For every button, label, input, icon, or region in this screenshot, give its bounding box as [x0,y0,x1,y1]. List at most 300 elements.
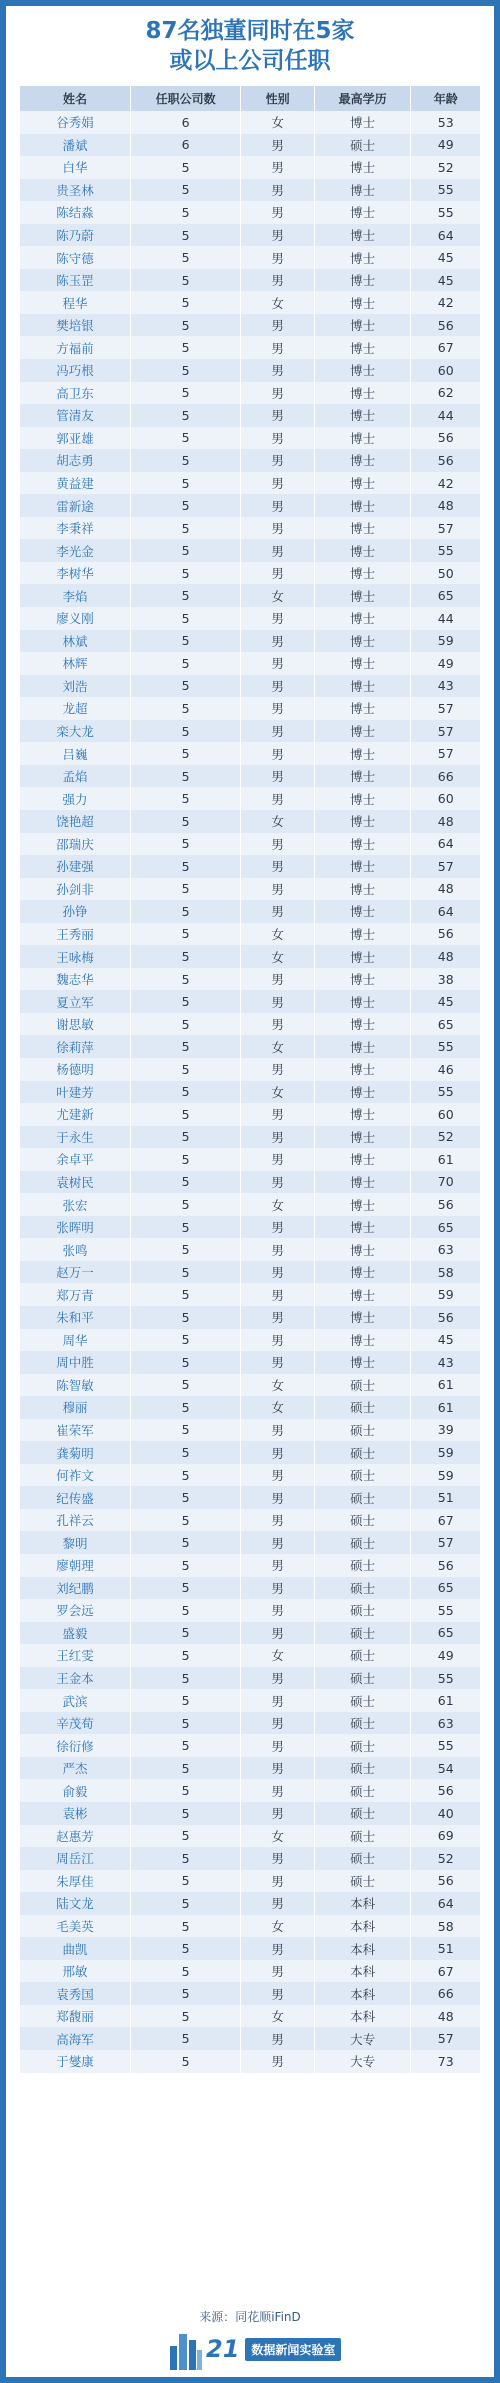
table-row [20,291,480,314]
table-row [20,1419,480,1442]
cell-age: 61 [411,1396,480,1419]
cell-name: 李光金 [20,539,130,562]
cell-name: 郑万青 [20,1283,130,1306]
cell-name: 李秉祥 [20,517,130,540]
cell-age: 57 [411,742,480,765]
table-row [20,1126,480,1149]
cell-education: 本科 [314,1915,411,1938]
table-row [20,224,480,247]
cell-age: 49 [411,1644,480,1667]
cell-name: 袁秀国 [20,1982,130,2005]
cell-education: 硕士 [314,1779,411,1802]
cell-education: 博士 [314,810,411,833]
cell-age: 57 [411,720,480,743]
cell-gender: 男 [241,900,315,923]
cell-name: 朱和平 [20,1306,130,1329]
directors-table [20,86,480,2073]
cell-gender: 女 [241,2005,315,2028]
cell-age: 48 [411,810,480,833]
cell-age: 44 [411,404,480,427]
cell-gender: 男 [241,1779,315,1802]
cell-education: 博士 [314,742,411,765]
cell-company-count: 5 [130,945,240,968]
cell-gender: 男 [241,1486,315,1509]
table-row [20,765,480,788]
cell-name: 俞毅 [20,1779,130,1802]
cell-gender: 女 [241,923,315,946]
logo-number: 21 [206,2335,240,2363]
cell-name: 郭亚雄 [20,427,130,450]
table-row [20,1825,480,1848]
cell-age: 58 [411,1915,480,1938]
cell-education: 博士 [314,990,411,1013]
cell-education: 博士 [314,697,411,720]
table-row [20,1757,480,1780]
cell-name: 崔荣军 [20,1419,130,1442]
cell-gender: 女 [241,1825,315,1848]
table-row [20,1689,480,1712]
table-row [20,1802,480,1825]
cell-company-count: 5 [130,1599,240,1622]
cell-age: 48 [411,494,480,517]
cell-company-count: 5 [130,2050,240,2073]
cell-education: 硕士 [314,1734,411,1757]
cell-education: 博士 [314,404,411,427]
cell-company-count: 5 [130,1329,240,1352]
table-row [20,1779,480,1802]
cell-gender: 男 [241,1667,315,1690]
cell-company-count: 5 [130,1261,240,1284]
cell-education: 博士 [314,449,411,472]
cell-company-count: 5 [130,291,240,314]
table-row [20,1915,480,1938]
cell-name: 陈守德 [20,246,130,269]
cell-age: 69 [411,1825,480,1848]
cell-name: 林斌 [20,630,130,653]
cell-age: 59 [411,630,480,653]
cell-gender: 男 [241,675,315,698]
table-row [20,1216,480,1239]
cell-gender: 男 [241,1351,315,1374]
cell-name: 刘纪鹏 [20,1577,130,1600]
cell-name: 袁树民 [20,1171,130,1194]
table-row [20,404,480,427]
cell-education: 硕士 [314,1554,411,1577]
cell-education: 博士 [314,314,411,337]
cell-gender: 男 [241,1329,315,1352]
cell-age: 52 [411,156,480,179]
cell-education: 硕士 [314,1509,411,1532]
cell-name: 雷新途 [20,494,130,517]
cell-age: 49 [411,134,480,157]
cell-age: 63 [411,1238,480,1261]
cell-name: 毛美英 [20,1915,130,1938]
cell-company-count: 5 [130,1035,240,1058]
cell-education: 博士 [314,1306,411,1329]
cell-education: 博士 [314,111,411,134]
table-row [20,1306,480,1329]
cell-age: 60 [411,787,480,810]
cell-education: 硕士 [314,1577,411,1600]
table-row [20,1892,480,1915]
cell-company-count: 5 [130,1779,240,1802]
cell-company-count: 5 [130,1554,240,1577]
cell-age: 57 [411,2027,480,2050]
cell-company-count: 5 [130,1644,240,1667]
cell-education: 硕士 [314,1464,411,1487]
city-skyline-icon [166,2326,204,2372]
cell-name: 龚菊明 [20,1441,130,1464]
cell-name: 黄益建 [20,472,130,495]
table-row [20,562,480,585]
cell-education: 博士 [314,539,411,562]
cell-name: 袁彬 [20,1802,130,1825]
cell-name: 强力 [20,787,130,810]
cell-education: 硕士 [314,1419,411,1442]
cell-company-count: 5 [130,1351,240,1374]
cell-age: 55 [411,1734,480,1757]
cell-company-count: 5 [130,742,240,765]
cell-education: 博士 [314,878,411,901]
cell-age: 66 [411,1982,480,2005]
table-row [20,494,480,517]
cell-gender: 男 [241,990,315,1013]
cell-gender: 男 [241,1464,315,1487]
cell-age: 56 [411,1554,480,1577]
table-row [20,1577,480,1600]
cell-company-count: 5 [130,427,240,450]
cell-name: 孙剑非 [20,878,130,901]
table-row [20,855,480,878]
cell-name: 赵万一 [20,1261,130,1284]
cell-gender: 男 [241,1441,315,1464]
cell-name: 尤建新 [20,1103,130,1126]
table-row [20,1193,480,1216]
cell-company-count: 5 [130,1464,240,1487]
column-header-education: 最高学历 [314,86,411,111]
cell-name: 孙建强 [20,855,130,878]
cell-age: 51 [411,1937,480,1960]
table-row [20,607,480,630]
cell-education: 博士 [314,1035,411,1058]
cell-name: 王咏梅 [20,945,130,968]
cell-name: 徐莉萍 [20,1035,130,1058]
cell-age: 55 [411,179,480,202]
cell-age: 40 [411,1802,480,1825]
cell-company-count: 5 [130,517,240,540]
cell-age: 65 [411,1577,480,1600]
cell-company-count: 5 [130,990,240,1013]
cell-age: 70 [411,1171,480,1194]
cell-education: 博士 [314,833,411,856]
cell-company-count: 5 [130,382,240,405]
cell-education: 博士 [314,269,411,292]
cell-age: 65 [411,584,480,607]
cell-name: 徐衍修 [20,1734,130,1757]
cell-education: 硕士 [314,1374,411,1397]
cell-company-count: 5 [130,539,240,562]
cell-age: 59 [411,1464,480,1487]
cell-gender: 女 [241,810,315,833]
cell-gender: 男 [241,652,315,675]
cell-company-count: 5 [130,855,240,878]
cell-company-count: 5 [130,449,240,472]
table-row [20,2027,480,2050]
cell-education: 博士 [314,201,411,224]
cell-age: 56 [411,314,480,337]
cell-gender: 女 [241,1081,315,1104]
cell-gender: 男 [241,742,315,765]
table-row [20,1171,480,1194]
cell-age: 73 [411,2050,480,2073]
cell-education: 硕士 [314,1486,411,1509]
cell-education: 博士 [314,1216,411,1239]
cell-name: 罗会远 [20,1599,130,1622]
cell-name: 王秀丽 [20,923,130,946]
table-row [20,1734,480,1757]
table-row [20,314,480,337]
table-row [20,269,480,292]
cell-name: 郑馥丽 [20,2005,130,2028]
cell-education: 硕士 [314,1712,411,1735]
cell-company-count: 5 [130,1193,240,1216]
cell-company-count: 5 [130,720,240,743]
cell-age: 56 [411,1306,480,1329]
cell-gender: 女 [241,1374,315,1397]
title-block [6,6,494,86]
cell-gender: 男 [241,1554,315,1577]
cell-education: 硕士 [314,1802,411,1825]
table-row [20,2005,480,2028]
cell-education: 博士 [314,427,411,450]
cell-name: 陈玉罡 [20,269,130,292]
cell-company-count: 5 [130,1531,240,1554]
cell-company-count: 5 [130,923,240,946]
cell-company-count: 5 [130,359,240,382]
cell-name: 叶建芳 [20,1081,130,1104]
cell-name: 于永生 [20,1126,130,1149]
cell-education: 博士 [314,652,411,675]
table-row [20,1261,480,1284]
cell-gender: 男 [241,697,315,720]
cell-company-count: 5 [130,1960,240,1983]
table-row [20,449,480,472]
cell-gender: 男 [241,562,315,585]
table-row [20,742,480,765]
cell-gender: 男 [241,1058,315,1081]
cell-gender: 男 [241,156,315,179]
cell-education: 博士 [314,584,411,607]
cell-name: 谷秀娟 [20,111,130,134]
cell-company-count: 6 [130,134,240,157]
cell-company-count: 5 [130,584,240,607]
table-row [20,1486,480,1509]
cell-education: 博士 [314,224,411,247]
cell-education: 博士 [314,1283,411,1306]
table-row [20,810,480,833]
cell-age: 62 [411,382,480,405]
cell-company-count: 5 [130,1058,240,1081]
cell-company-count: 5 [130,404,240,427]
cell-company-count: 5 [130,652,240,675]
cell-gender: 女 [241,1035,315,1058]
cell-gender: 女 [241,1644,315,1667]
cell-name: 廖朝理 [20,1554,130,1577]
cell-company-count: 5 [130,1757,240,1780]
cell-gender: 男 [241,1577,315,1600]
cell-education: 博士 [314,179,411,202]
cell-education: 本科 [314,1960,411,1983]
cell-age: 55 [411,201,480,224]
cell-company-count: 5 [130,1667,240,1690]
cell-education: 博士 [314,1238,411,1261]
cell-education: 硕士 [314,1847,411,1870]
table-row [20,1238,480,1261]
cell-company-count: 5 [130,1441,240,1464]
cell-name: 冯巧根 [20,359,130,382]
table-row [20,336,480,359]
cell-age: 64 [411,1892,480,1915]
table-row [20,1870,480,1893]
cell-gender: 男 [241,1419,315,1442]
table-row [20,833,480,856]
cell-age: 66 [411,765,480,788]
cell-company-count: 5 [130,1937,240,1960]
cell-gender: 男 [241,404,315,427]
cell-age: 55 [411,1599,480,1622]
table-row [20,945,480,968]
cell-age: 65 [411,1216,480,1239]
cell-education: 大专 [314,2027,411,2050]
cell-education: 硕士 [314,134,411,157]
table-row [20,156,480,179]
cell-education: 硕士 [314,1689,411,1712]
cell-name: 余卓平 [20,1148,130,1171]
table-row [20,900,480,923]
cell-age: 59 [411,1441,480,1464]
cell-name: 程华 [20,291,130,314]
table-row [20,1081,480,1104]
table-row [20,1464,480,1487]
cell-company-count: 5 [130,878,240,901]
table-body [20,111,480,2073]
table-row [20,1847,480,1870]
table-row [20,1351,480,1374]
cell-name: 陈智敏 [20,1374,130,1397]
cell-gender: 男 [241,1689,315,1712]
cell-company-count: 5 [130,1486,240,1509]
cell-company-count: 5 [130,201,240,224]
table-row [20,1103,480,1126]
cell-gender: 男 [241,833,315,856]
cell-age: 44 [411,607,480,630]
cell-age: 57 [411,697,480,720]
cell-gender: 男 [241,1531,315,1554]
cell-gender: 男 [241,1870,315,1893]
table-row [20,1622,480,1645]
table-row [20,968,480,991]
cell-age: 55 [411,539,480,562]
cell-company-count: 5 [130,630,240,653]
cell-gender: 男 [241,1847,315,1870]
cell-age: 56 [411,427,480,450]
cell-name: 张鸣 [20,1238,130,1261]
cell-name: 魏志华 [20,968,130,991]
cell-gender: 男 [241,179,315,202]
cell-age: 45 [411,269,480,292]
table-row [20,472,480,495]
cell-company-count: 6 [130,111,240,134]
cell-age: 53 [411,111,480,134]
cell-age: 45 [411,990,480,1013]
cell-education: 博士 [314,359,411,382]
cell-education: 本科 [314,1892,411,1915]
table-row [20,134,480,157]
cell-education: 博士 [314,720,411,743]
cell-gender: 男 [241,472,315,495]
cell-age: 56 [411,449,480,472]
cell-company-count: 5 [130,1712,240,1735]
cell-gender: 男 [241,1712,315,1735]
cell-name: 管清友 [20,404,130,427]
cell-name: 谢思敏 [20,1013,130,1036]
cell-company-count: 5 [130,269,240,292]
cell-company-count: 5 [130,1126,240,1149]
cell-name: 王金本 [20,1667,130,1690]
cell-gender: 男 [241,1892,315,1915]
table-header-row [20,86,480,111]
cell-company-count: 5 [130,1982,240,2005]
cell-age: 64 [411,833,480,856]
cell-age: 61 [411,1689,480,1712]
cell-company-count: 5 [130,697,240,720]
cell-gender: 男 [241,1757,315,1780]
cell-gender: 男 [241,269,315,292]
cell-company-count: 5 [130,494,240,517]
cell-education: 博士 [314,968,411,991]
cell-education: 博士 [314,630,411,653]
cell-name: 黎明 [20,1531,130,1554]
cell-education: 硕士 [314,1667,411,1690]
cell-company-count: 5 [130,179,240,202]
cell-gender: 男 [241,336,315,359]
cell-education: 博士 [314,517,411,540]
cell-education: 博士 [314,291,411,314]
table-row [20,675,480,698]
cell-age: 64 [411,224,480,247]
table-row [20,246,480,269]
cell-gender: 女 [241,945,315,968]
cell-age: 54 [411,1757,480,1780]
cell-gender: 男 [241,2050,315,2073]
cell-education: 硕士 [314,1599,411,1622]
cell-company-count: 5 [130,1171,240,1194]
cell-age: 43 [411,1351,480,1374]
cell-education: 博士 [314,156,411,179]
cell-age: 42 [411,291,480,314]
cell-gender: 男 [241,787,315,810]
cell-name: 盛毅 [20,1622,130,1645]
table-row [20,1013,480,1036]
cell-name: 孔祥云 [20,1509,130,1532]
cell-age: 56 [411,1193,480,1216]
cell-education: 硕士 [314,1531,411,1554]
cell-education: 博士 [314,1329,411,1352]
cell-education: 博士 [314,246,411,269]
cell-gender: 男 [241,359,315,382]
cell-company-count: 5 [130,1892,240,1915]
cell-gender: 男 [241,1960,315,1983]
